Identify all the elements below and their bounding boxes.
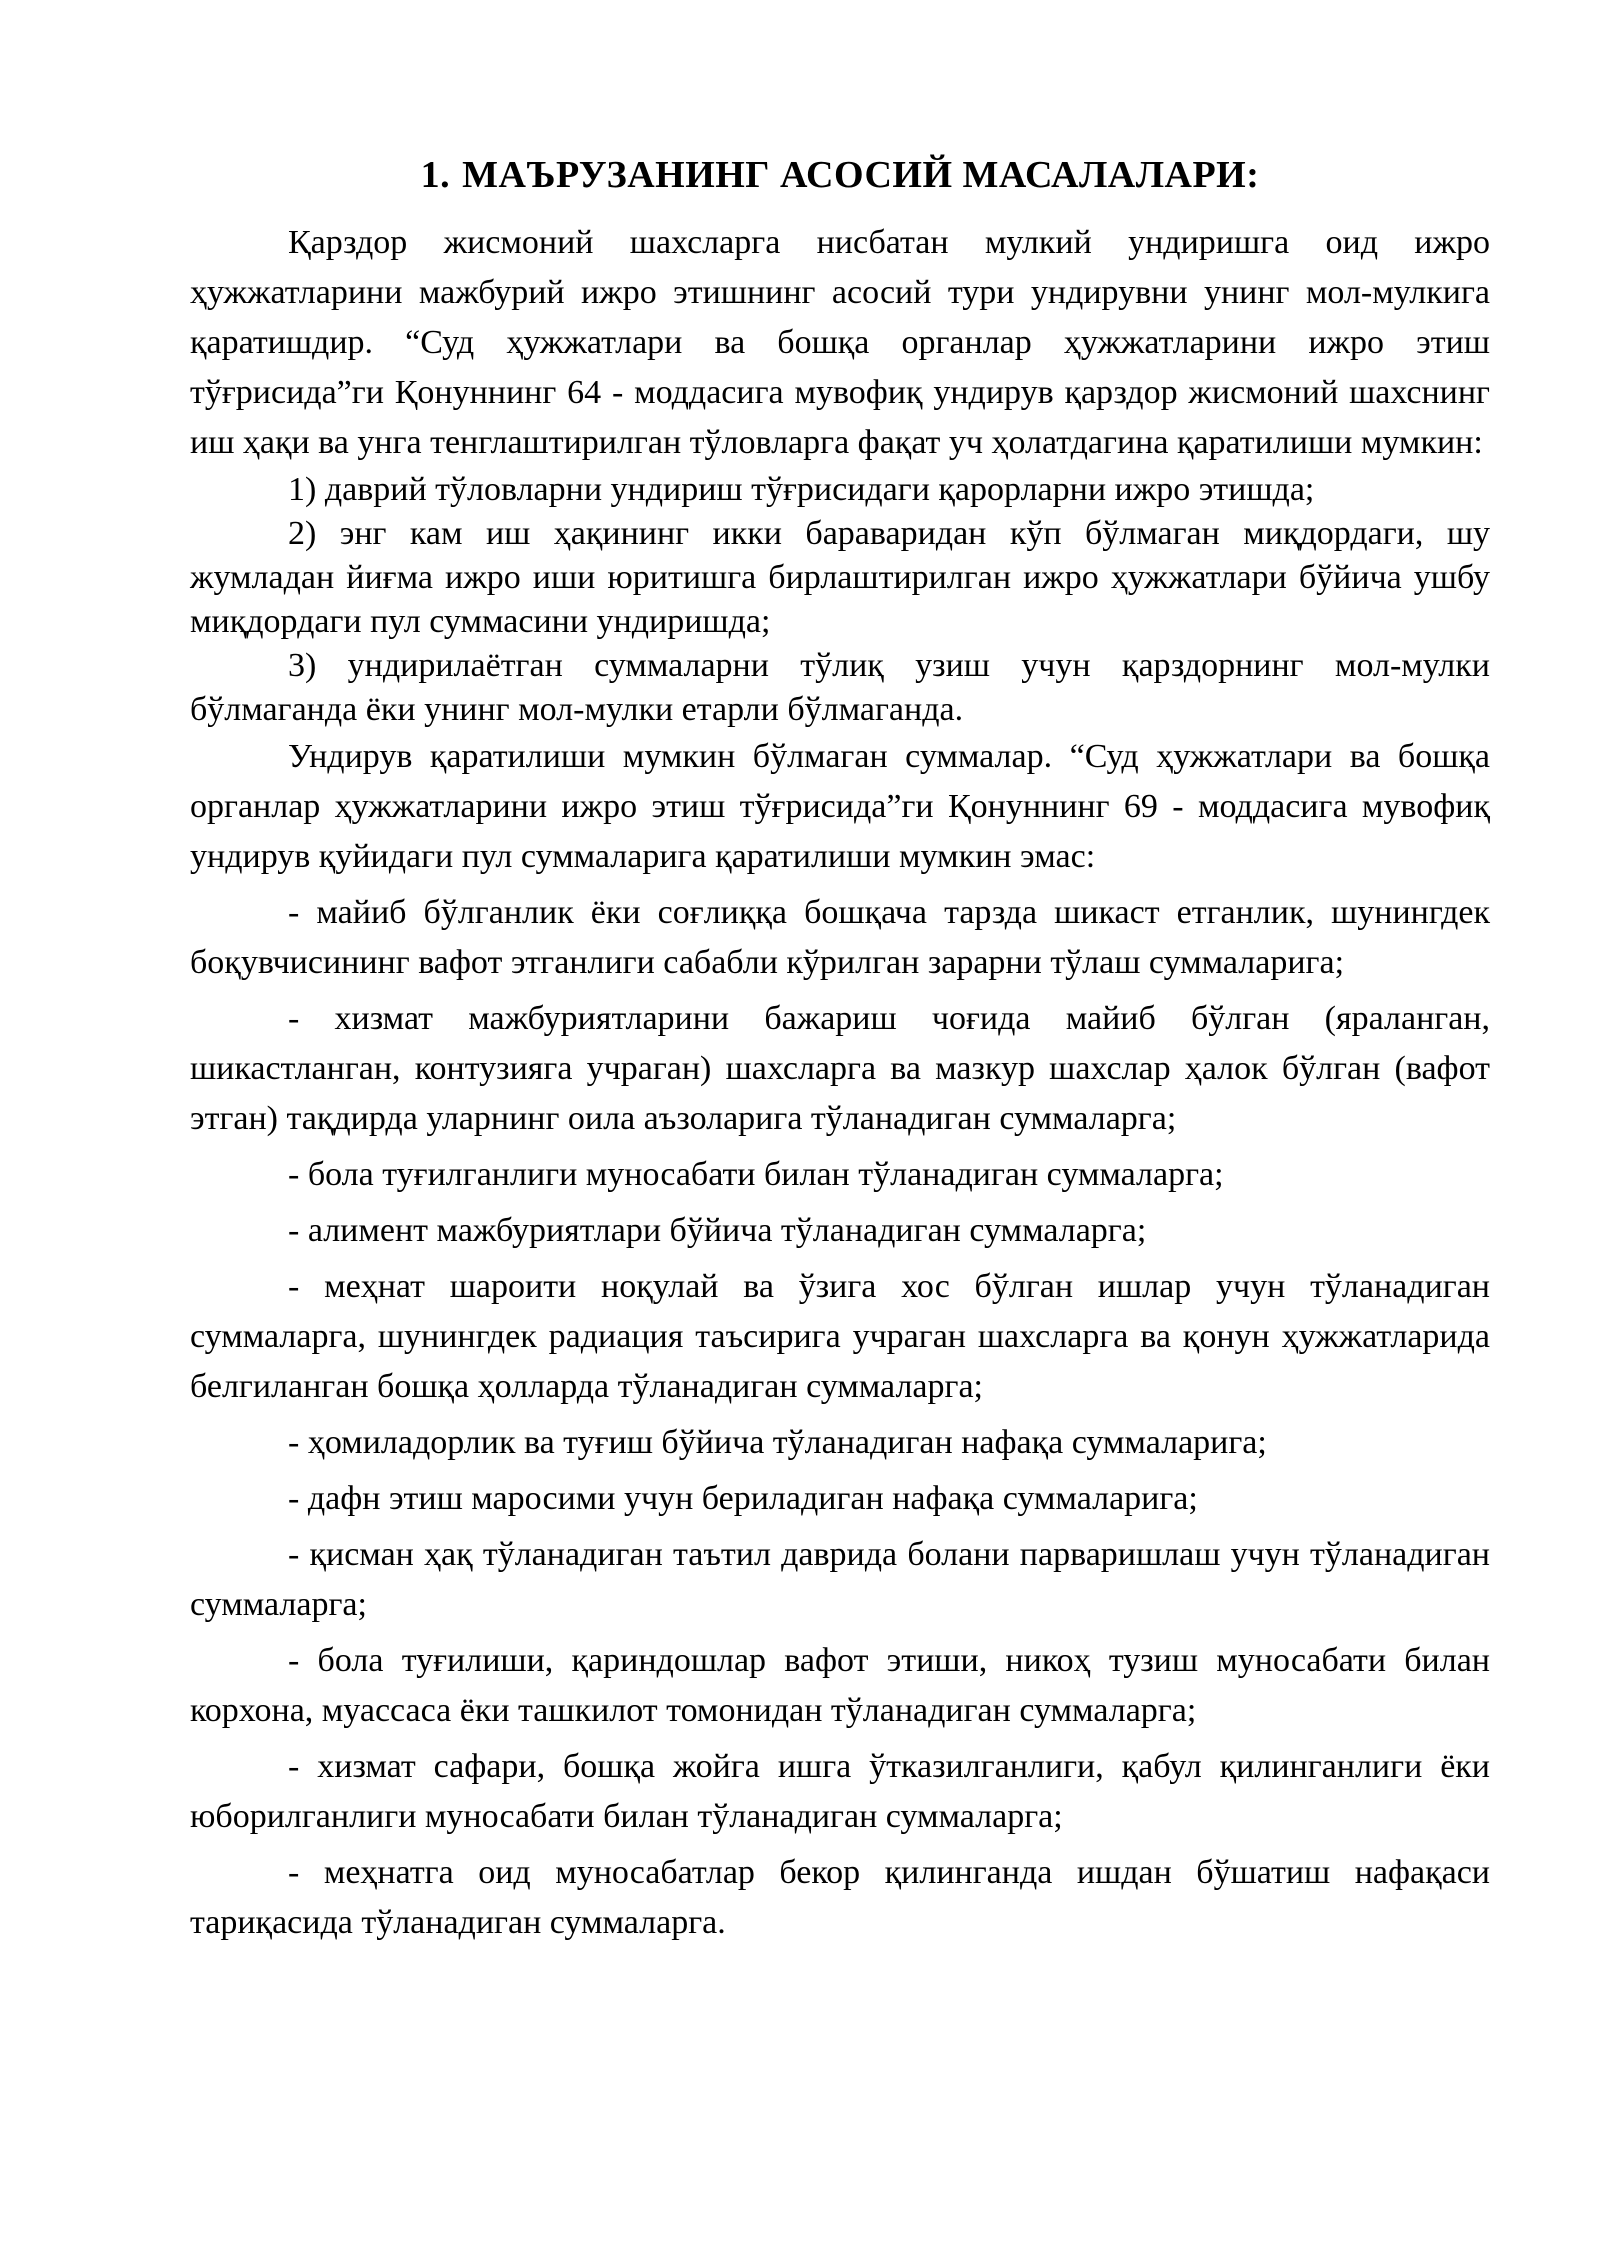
bullet-item-funeral: - дафн этиш маросими учун бериладиган нафақа суммаларига; <box>288 1480 1198 1517</box>
title-text: МАЪРУЗАНИНГ АСОСИЙ МАСАЛАЛАРИ: <box>462 154 1260 196</box>
bullet-item-childcare-leave: - қисман ҳақ тўланадиган таътил даврида болани парваришлаш учун тўланадиган суммаларга; <box>190 1536 1490 1623</box>
list-item-2: 2) энг кам иш ҳақининг икки бараваридан кўп бўлмаган миқдордаги, шу жумладан йиғма ижро иши юритишга бирлаштирилган ижро ҳужжатлари бўйича ушбу миқдордаги пул суммасини ундиришда; <box>190 515 1490 640</box>
list-item-1: 1) даврий тўловларни ундириш тўғрисидаги қарорларни ижро этишда; <box>288 471 1315 508</box>
title-number: 1. <box>420 154 451 196</box>
bullet-item-injury: - майиб бўлганлик ёки соғлиққа бошқача тарзда шикаст етганлик, шунингдек боқувчисининг вафот этганлиги сабабли кўрилган зарарни тўлаш суммаларига; <box>190 894 1490 981</box>
document-page <box>190 150 1490 1948</box>
paragraph-intro: Қарздор жисмоний шахсларга нисбатан мулкий ундиришга оид ижро ҳужжатларини мажбурий ижро этишнинг асосий тури ундирувни унинг мол-мулкига қаратишдир. “Суд ҳужжатлари ва бошқа органлар ҳужжатларини ижро этиш тўғрисида”ги Қонуннинг 64 - моддасига мувофиқ ундирув қарздор жисмоний шахснинг иш ҳақи ва унга тенглаштирилган тўловларга фақат уч ҳолатдагина қаратилиши мумкин: <box>190 224 1490 461</box>
bullet-item-working-conditions: - меҳнат шароити ноқулай ва ўзига хос бўлган ишлар учун тўланадиган суммаларга, шунингдек радиация таъсирига учраган шахсларга ва қонун ҳужжатларида белгиланган бошқа ҳолларда тўланадиган суммаларга; <box>190 1268 1490 1405</box>
document-title <box>190 150 1490 200</box>
bullet-item-severance: - меҳнатга оид муносабатлар бекор қилинганда ишдан бўшатиш нафақаси тариқасида тўланадиган суммаларга. <box>190 1854 1490 1941</box>
bullet-item-childbirth: - бола туғилганлиги муносабати билан тўланадиган суммаларга; <box>288 1156 1224 1193</box>
bullet-item-business-trip: - хизмат сафари, бошқа жойга ишга ўтказилганлиги, қабул қилинганлиги ёки юборилганлиги муносабати билан тўланадиган суммаларга; <box>190 1748 1490 1835</box>
bullet-item-alimony: - алимент мажбуриятлари бўйича тўланадиган суммаларга; <box>288 1212 1147 1249</box>
bullet-item-family-events: - бола туғилиши, қариндошлар вафот этиши, никоҳ тузиш муносабати билан корхона, муассаса ёки ташкилот томонидан тўланадиган суммаларга; <box>190 1642 1490 1729</box>
paragraph-exempt-sums: Ундирув қаратилиши мумкин бўлмаган суммалар. “Суд ҳужжатлари ва бошқа органлар ҳужжатларини ижро этиш тўғрисида”ги Қонуннинг 69 - моддасига мувофиқ ундирув қуйидаги пул суммаларига қаратилиши мумкин эмас: <box>190 738 1490 875</box>
bullet-item-service-injury: - хизмат мажбуриятларини бажариш чоғида майиб бўлган (яраланган, шикастланган, контузияга учраган) шахсларга ва мазкур шахслар ҳалок бўлган (вафот этган) тақдирда уларнинг оила аъзоларига тўланадиган суммаларга; <box>190 1000 1490 1137</box>
bullet-item-pregnancy: - ҳомиладорлик ва туғиш бўйича тўланадиган нафақа суммаларига; <box>288 1424 1267 1461</box>
list-item-3: 3) ундирилаётган суммаларни тўлиқ узиш учун қарздорнинг мол-мулки бўлмаганда ёки унинг мол-мулки етарли бўлмаганда. <box>190 647 1490 728</box>
